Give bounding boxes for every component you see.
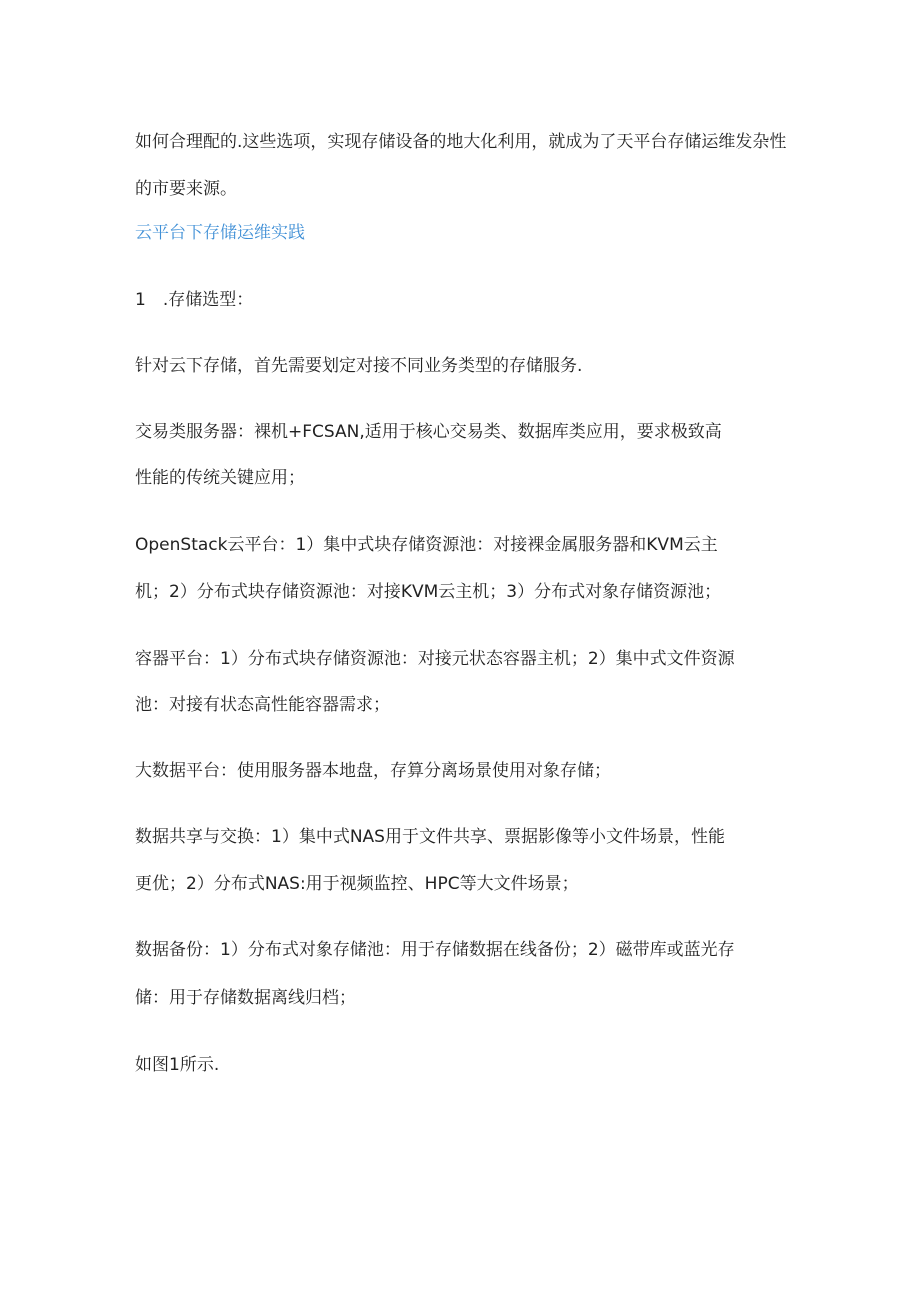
paragraph-3-line-1: OpenStack云平台：1）集中式块存储资源池：对接裸金属服务器和KVM云主: [135, 535, 718, 555]
paragraph-7-line-1: 数据备份：1）分布式对象存储池：用于存储数据在线备份；2）磁带库或蓝光存: [135, 940, 735, 960]
paragraph-2-line-1: 交易类服务器：裸机+FCSAN,适用于核心交易类、数据库类应用，要求极致高: [135, 422, 722, 442]
paragraph-6-line-1: 数据共享与交换：1）集中式NAS用于文件共享、票据影像等小文件场景，性能: [135, 827, 725, 847]
section-heading: 云平台下存储运维实践: [135, 223, 305, 243]
paragraph-6-line-2: 更优；2）分布式NAS:用于视频监控、HPC等大文件场景；: [135, 874, 579, 894]
item-title: 1 .存储选型：: [135, 290, 254, 310]
paragraph-8: 如图1所示.: [135, 1055, 220, 1075]
intro-line-1: 如何合理配的.这些选项，实现存储设备的地大化利用，就成为了天平台存储运维发杂性: [135, 132, 787, 152]
paragraph-2-line-2: 性能的传统关键应用；: [135, 468, 305, 488]
paragraph-3-line-2: 机；2）分布式块存储资源池：对接KVM云主机；3）分布式对象存储资源池；: [135, 582, 722, 602]
paragraph-4-line-1: 容器平台：1）分布式块存储资源池：对接元状态容器主机；2）集中式文件资源: [135, 649, 735, 669]
intro-line-2: 的市要来源。: [135, 179, 237, 199]
paragraph-4-line-2: 池：对接有状态高性能容器需求；: [135, 695, 390, 715]
paragraph-1: 针对云下存储，首先需要划定对接不同业务类型的存储服务.: [135, 356, 583, 376]
paragraph-5: 大数据平台：使用服务器本地盘，存算分离场景使用对象存储；: [135, 761, 611, 781]
paragraph-7-line-2: 储：用于存储数据离线归档；: [135, 988, 356, 1008]
